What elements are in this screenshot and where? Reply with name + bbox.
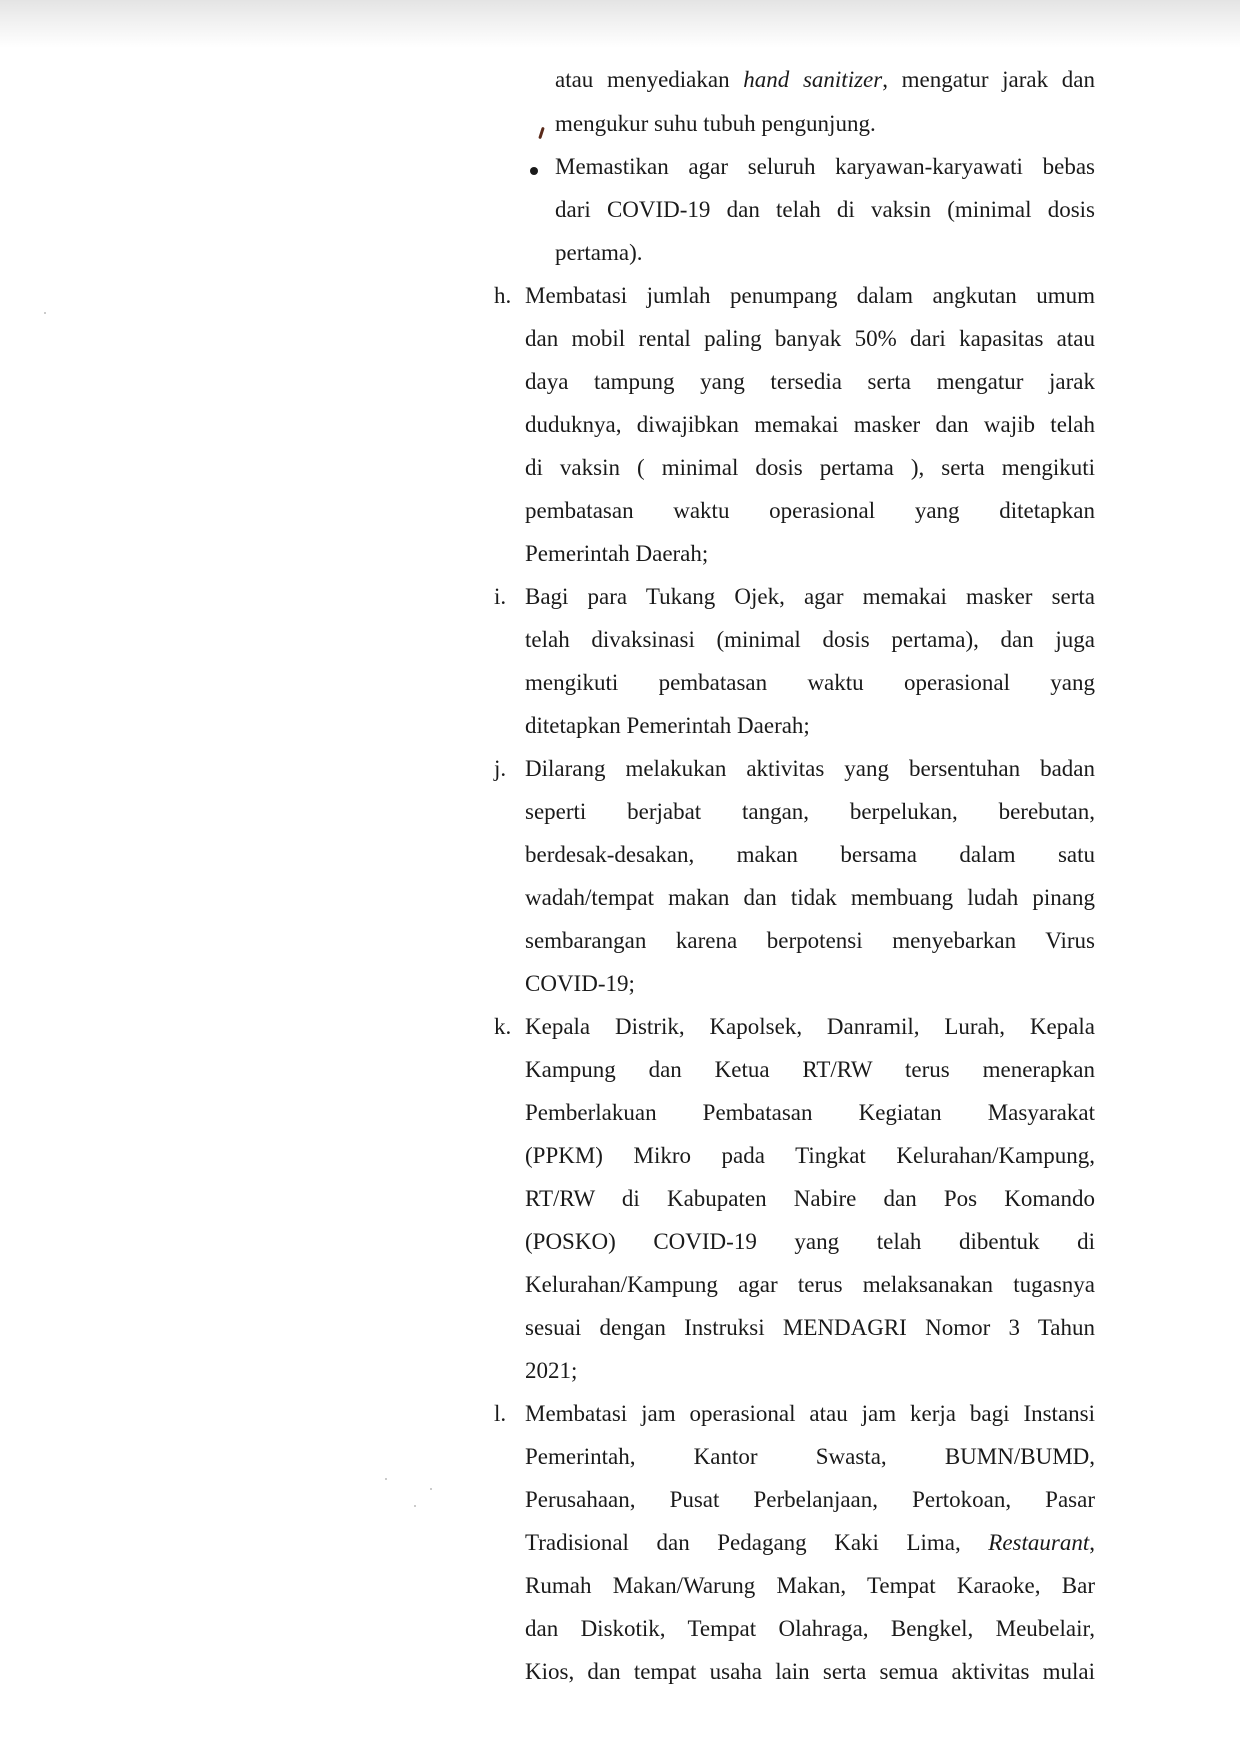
item-h-line: Pemerintah Daerah; <box>525 541 709 566</box>
item-i-line: Bagi para Tukang Ojek, agar memakai masker serta <box>525 584 1095 609</box>
item-j-line: COVID-19; <box>525 971 635 996</box>
continuation-line-1: atau menyediakan hand sanitizer, mengatur jarak dan <box>555 67 1096 92</box>
item-j-line: Dilarang melakukan aktivitas yang bersentuhan badan <box>525 756 1095 781</box>
item-k-line: (PPKM) Mikro pada Tingkat Kelurahan/Kampung, <box>525 1143 1095 1168</box>
item-h-line: di vaksin ( minimal dosis pertama ), serta mengikuti <box>525 455 1095 480</box>
item-i-line: ditetapkan Pemerintah Daerah; <box>525 713 810 738</box>
item-j-line: sembarangan karena berpotensi menyebarkan Virus <box>525 928 1095 953</box>
item-l-line: Tradisional dan Pedagang Kaki Lima, Restaurant, <box>525 1530 1095 1555</box>
item-h-line: pembatasan waktu operasional yang ditetapkan <box>525 498 1095 523</box>
item-k-line: Kampung dan Ketua RT/RW terus menerapkan <box>525 1057 1095 1082</box>
item-k-line: Kelurahan/Kampung agar terus melaksanakan tugasnya <box>525 1272 1095 1297</box>
item-h-line: dan mobil rental paling banyak 50% dari kapasitas atau <box>525 326 1095 351</box>
item-marker-i: i. <box>494 584 507 609</box>
item-k-line: Kepala Distrik, Kapolsek, Danramil, Lurah, Kepala <box>525 1014 1095 1039</box>
item-l-line: Pemerintah, Kantor Swasta, BUMN/BUMD, <box>525 1444 1095 1469</box>
item-marker-k: k. <box>494 1014 512 1039</box>
continuation-line-2: mengukur suhu tubuh pengunjung. <box>555 111 876 136</box>
item-marker-l: l. <box>494 1401 507 1426</box>
item-h-line: daya tampung yang tersedia serta mengatur jarak <box>525 369 1095 394</box>
pen-mark <box>538 127 545 139</box>
item-k-line: Pemberlakuan Pembatasan Kegiatan Masyarakat <box>525 1100 1095 1125</box>
item-k-line: RT/RW di Kabupaten Nabire dan Pos Komando <box>525 1186 1095 1211</box>
item-i-line: telah divaksinasi (minimal dosis pertama), dan juga <box>525 627 1095 652</box>
item-k-line: (POSKO) COVID-19 yang telah dibentuk di <box>525 1229 1095 1254</box>
item-l-line: Membatasi jam operasional atau jam kerja bagi Instansi <box>525 1401 1095 1426</box>
item-j-line: berdesak-desakan, makan bersama dalam satu <box>525 842 1095 867</box>
item-j-line: wadah/tempat makan dan tidak membuang ludah pinang <box>525 885 1095 910</box>
item-k-line: 2021; <box>525 1358 578 1383</box>
bullet-icon <box>530 167 538 175</box>
item-j-line: seperti berjabat tangan, berpelukan, berebutan, <box>525 799 1095 824</box>
item-marker-j: j. <box>494 756 507 781</box>
item-l-line: dan Diskotik, Tempat Olahraga, Bengkel, Meubelair, <box>525 1616 1095 1641</box>
bullet-line: pertama). <box>555 240 643 265</box>
italic-term: Restaurant <box>988 1530 1090 1555</box>
item-k-line: sesuai dengan Instruksi MENDAGRI Nomor 3 Tahun <box>525 1315 1095 1340</box>
bullet-line: dari COVID-19 dan telah di vaksin (minimal dosis <box>555 197 1095 222</box>
item-marker-h: h. <box>494 283 512 308</box>
bullet-line: Memastikan agar seluruh karyawan-karyawati bebas <box>555 154 1095 179</box>
item-i-line: mengikuti pembatasan waktu operasional yang <box>525 670 1095 695</box>
item-l-line: Kios, dan tempat usaha lain serta semua aktivitas mulai <box>525 1659 1095 1684</box>
item-h-line: Membatasi jumlah penumpang dalam angkutan umum <box>525 283 1095 308</box>
item-l-line: Rumah Makan/Warung Makan, Tempat Karaoke, Bar <box>525 1573 1095 1598</box>
italic-term: hand sanitizer <box>743 67 883 92</box>
item-h-line: duduknya, diwajibkan memakai masker dan wajib telah <box>525 412 1095 437</box>
item-l-line: Perusahaan, Pusat Perbelanjaan, Pertokoan, Pasar <box>525 1487 1095 1512</box>
